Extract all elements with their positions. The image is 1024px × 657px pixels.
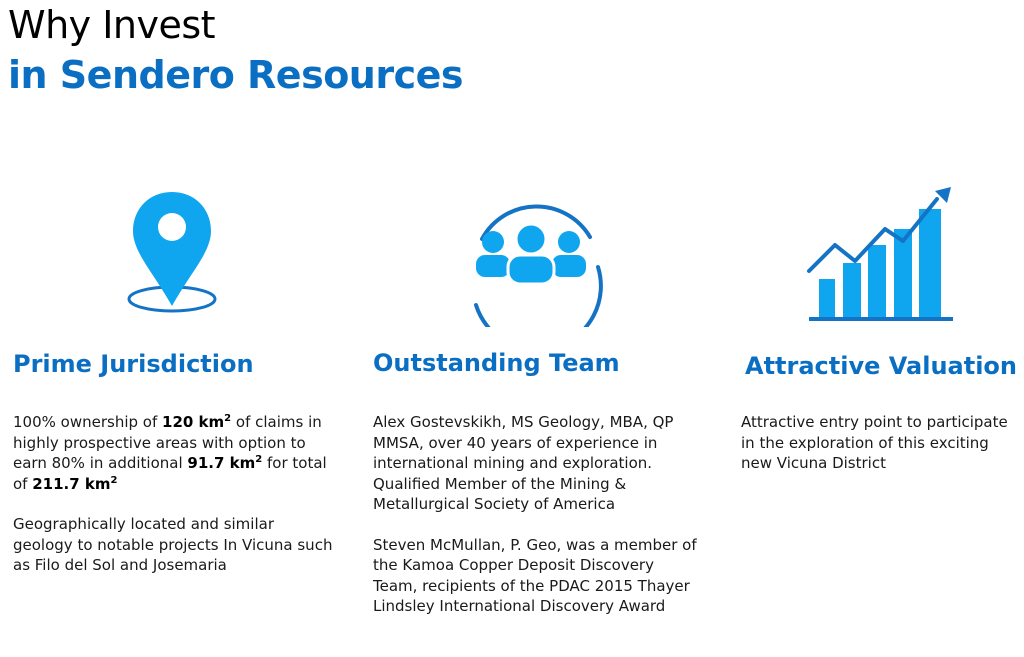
location-pin-icon (125, 188, 219, 316)
geology-paragraph: Geographically located and similar geology to notable projects In Vicuna such as Filo del Sol and Josemaria (13, 515, 333, 574)
page-title-line2: in Sendero Resources (8, 53, 464, 97)
team-member-2-paragraph: Steven McMullan, P. Geo, was a member of the Kamoa Copper Deposit Discovery Team, recipients of the PDAC 2015 Thayer Lindsley International Discovery Award (373, 535, 697, 615)
ownership-paragraph: 100% ownership of 120 $km^2$ of claims in highly prospective areas with option to earn 80% in additional 91.7 $km^2$ for total of 211.7 $km^2$ (13, 413, 327, 493)
team-member-1-paragraph: Alex Gostevskikh, MS Geology, MBA, QP MMSA, over 40 years of experience in international mining and exploration. Qualified Member of the Mining & Metallurgical Society of America (373, 413, 674, 513)
prime-jurisdiction-text (13, 412, 333, 576)
attractive-valuation-text (741, 412, 1021, 474)
page-title-line1: Why Invest (8, 3, 216, 47)
heading-prime-jurisdiction: Prime Jurisdiction (13, 350, 254, 378)
heading-outstanding-team: Outstanding Team (373, 349, 620, 377)
growth-chart-icon (805, 185, 957, 323)
team-icon (460, 195, 610, 327)
heading-attractive-valuation: Attractive Valuation (745, 352, 1017, 380)
outstanding-team-text (373, 412, 698, 617)
valuation-paragraph: Attractive entry point to participate in the exploration of this exciting new Vicuna District (741, 413, 1008, 472)
